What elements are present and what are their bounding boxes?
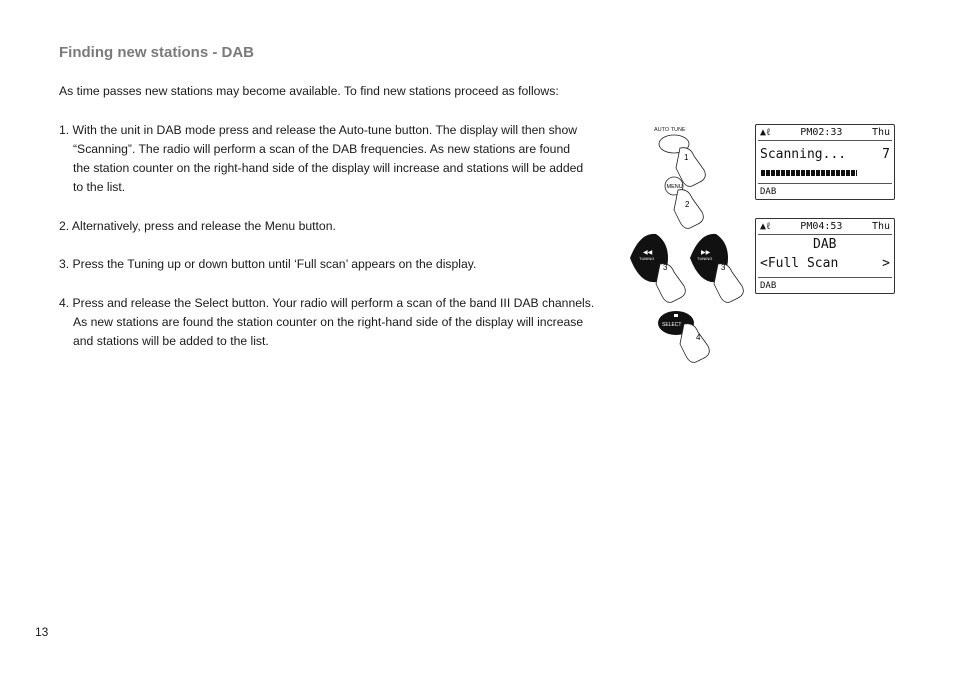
menu-label: MENU — [666, 184, 683, 190]
step-number-1: 1 — [684, 153, 689, 162]
next-icon: ▶▶ — [701, 250, 711, 256]
tuning-label-left: TUNING — [639, 256, 655, 261]
step-number-4: 4 — [696, 333, 701, 342]
step-4 — [59, 294, 611, 351]
step-1-line-3: the station counter on the right-hand side of the display will increase and stations will be added — [73, 161, 584, 175]
display-full-scan-option: <Full Scan — [760, 256, 839, 271]
display-footer: DAB — [760, 187, 777, 197]
display-day: Thu — [871, 127, 890, 138]
step-1-line-1: 1. With the unit in DAB mode press and release the Auto-tune button. The display will then show — [59, 123, 578, 137]
step-number-3a: 3 — [663, 263, 668, 272]
tuning-label-right: TUNING — [697, 256, 713, 261]
page-heading: Finding new stations - DAB — [59, 44, 254, 61]
page-number: 13 — [35, 625, 49, 639]
signal-icon: ▲ℓ — [760, 127, 771, 138]
select-label: SELECT — [662, 322, 682, 328]
hand-icon — [680, 324, 709, 363]
signal-icon: ▲ℓ — [760, 221, 771, 232]
step-3-line-1: 3. Press the Tuning up or down button until ‘Full scan’ appears on the display. — [59, 257, 477, 271]
display-time: PM02:33 — [800, 127, 843, 138]
step-4-line-1: 4. Press and release the Select button. Your radio will perform a scan of the band III DAB channels. — [59, 296, 595, 310]
step-4-line-2: As new stations are found the station counter on the right-hand side of the display will increase — [73, 315, 584, 329]
step-1-line-2: “Scanning”. The radio will perform a scan of the DAB frequencies. As new stations are found — [73, 142, 571, 156]
hand-icon — [674, 190, 703, 229]
step-3 — [59, 255, 611, 274]
display-time: PM04:53 — [800, 221, 843, 232]
step-2-line-1: 2. Alternatively, press and release the Menu button. — [59, 219, 336, 233]
auto-tune-label: AUTO TUNE — [654, 127, 686, 133]
step-2 — [59, 217, 611, 236]
step-number-3b: 3 — [721, 263, 726, 272]
step-4-line-3: and stations will be added to the list. — [73, 334, 269, 348]
previous-icon: ◀◀ — [643, 250, 653, 256]
step-1 — [59, 121, 611, 197]
hand-icon — [656, 264, 685, 303]
button-illustrations — [626, 118, 751, 363]
hand-icon — [714, 264, 743, 303]
step-1-line-4: to the list. — [73, 180, 126, 194]
step-number-2: 2 — [685, 200, 690, 209]
display-menu-title: DAB — [813, 237, 837, 252]
scan-progress-bar — [761, 170, 857, 176]
select-indicator-icon — [674, 314, 678, 317]
display-footer: DAB — [760, 281, 777, 291]
station-counter: 7 — [882, 147, 890, 162]
display-scanning-text: Scanning... — [760, 147, 847, 162]
intro-text: As time passes new stations may become available. To find new stations proceed as follows: — [59, 84, 559, 98]
lcd-display-full-scan — [755, 218, 895, 294]
display-day: Thu — [871, 221, 890, 232]
display-arrow-right: > — [882, 256, 890, 271]
lcd-display-scanning — [755, 124, 895, 200]
